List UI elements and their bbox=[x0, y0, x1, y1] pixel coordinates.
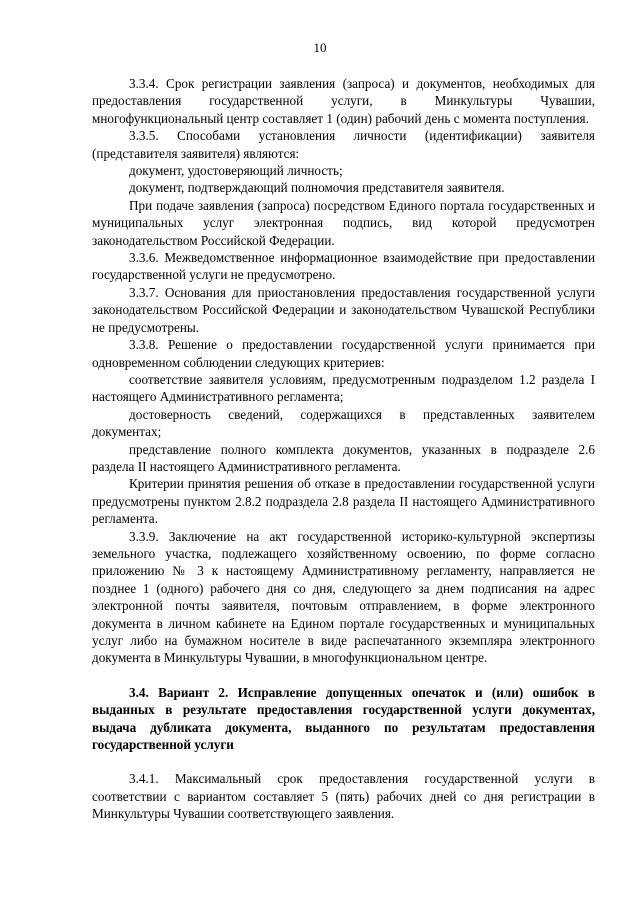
paragraph-3-4-1: 3.4.1. Максимальный срок предоставления государственной услуги в соответствии с вариантом составляет 5 (пять) рабочих дней со дня регистрации в Минкультуры Чувашии соответствующего заявления. bbox=[92, 771, 595, 822]
paragraph-criterion-accuracy: достоверность сведений, содержащихся в представленных заявителем документах; bbox=[92, 406, 595, 440]
section-heading-3-4: 3.4. Вариант 2. Исправление допущенных опечаток и (или) ошибок в выданных в результате предоставления государственной услуги документах, выдача дубликата документа, выданного по результатам предоставления государственной услуги bbox=[92, 684, 595, 753]
paragraph-authority-document: документ, подтверждающий полномочия представителя заявителя. bbox=[129, 180, 505, 196]
paragraph-3-3-6: 3.3.6. Межведомственное информационное взаимодействие при предоставлении государственной услуги не предусмотрено. bbox=[92, 250, 595, 283]
paragraph-refusal-criteria: Критерии принятия решения об отказе в предоставлении государственной услуги предусмотрены пунктом 2.8.2 подраздела 2.8 раздела II настоящего Административного регламента. bbox=[92, 476, 595, 527]
page-number: 10 bbox=[313, 40, 327, 55]
paragraph-criterion-completeness: представление полного комплекта документов, указанных в подразделе 2.6 раздела II настоящего Административного регламента. bbox=[92, 441, 595, 474]
paragraph-3-3-4: 3.3.4. Срок регистрации заявления (запроса) и документов, необходимых для предоставления государственной услуги, в Минкультуры Чувашии, многофункциональный центр составляет 1 (один) рабочий день с момента поступления. bbox=[92, 76, 595, 126]
paragraph-identity-document: документ, удостоверяющий личность; bbox=[129, 163, 343, 179]
paragraph-3-3-5: 3.3.5. Способами установления личности (идентификации) заявителя (представителя заявителя) являются: bbox=[92, 128, 595, 161]
paragraph-electronic-signature: При подаче заявления (запроса) посредством Единого портала государственных и муниципальных услуг электронная подпись, вид которой предусмотрен законодательством Российской Федерации. bbox=[92, 197, 595, 248]
paragraph-3-3-7: 3.3.7. Основания для приостановления предоставления государственной услуги законодательством Российской Федерации и законодательством Чувашской Республики не предусмотрены. bbox=[92, 284, 595, 335]
paragraph-criterion-conditions: соответствие заявителя условиям, предусмотренным подразделом 1.2 раздела I настоящего Административного регламента; bbox=[92, 371, 595, 405]
paragraph-3-3-9: 3.3.9. Заключение на акт государственной историко-культурной экспертизы земельного участка, подлежащего хозяйственному освоению, по форме согласно приложению № 3 к настоящему Административному регламенту, направляется не позднее 1 (одного) рабочего дня со дня, следующего за днем подписания на адрес электронной почты заявителя, почтовым отправлением, в форме электронного документа в личном кабинете на Едином портале государственных и муниципальных услуг либо на бумажном носителе в виде распечатанного экземпляра электронного документа в Минкультуры Чувашии, в многофункциональном центре. bbox=[92, 528, 595, 666]
paragraph-3-3-8: 3.3.8. Решение о предоставлении государственной услуги принимается при одновременном соблюдении следующих критериев: bbox=[92, 337, 595, 370]
document-body bbox=[92, 75, 595, 823]
